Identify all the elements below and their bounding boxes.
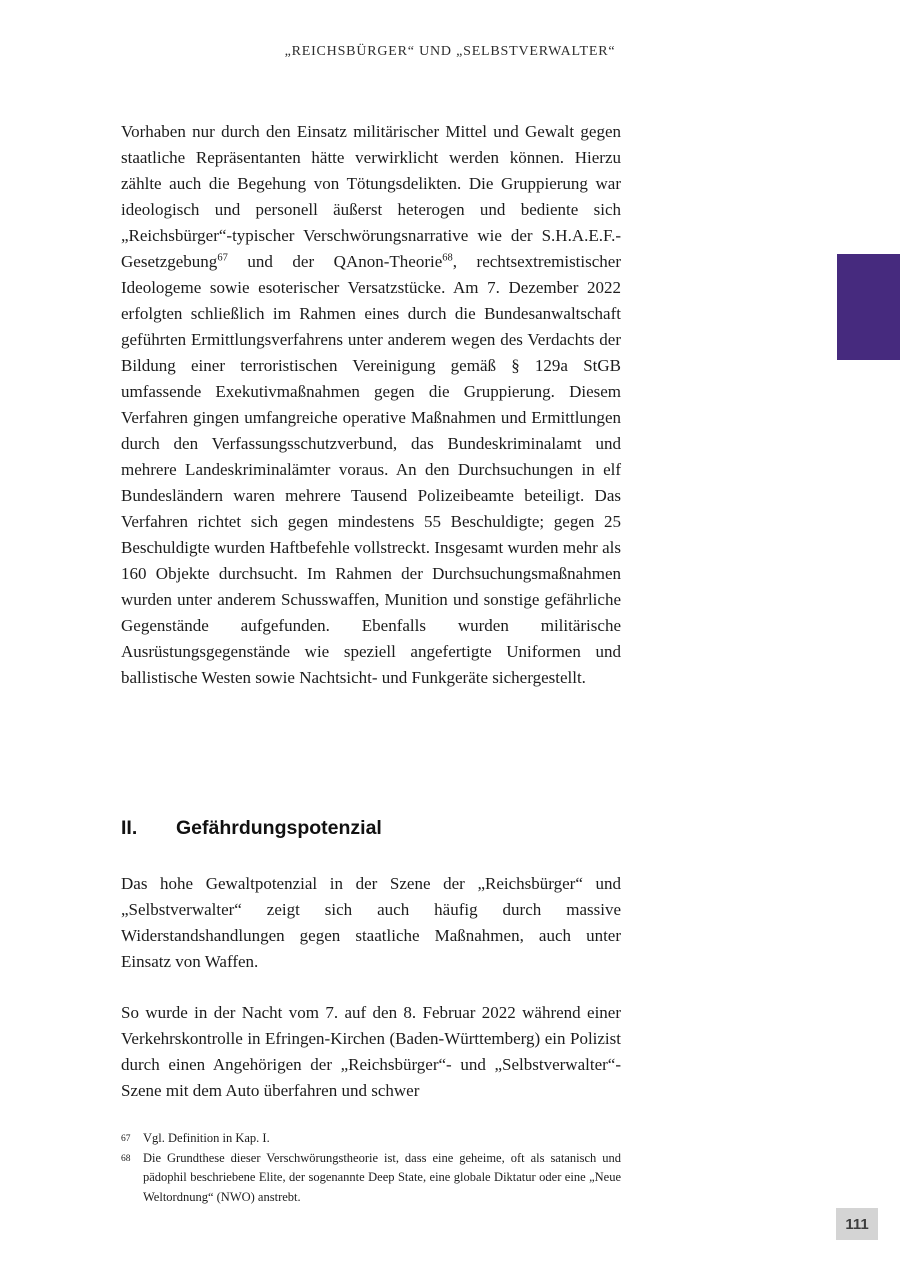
- paragraph-text: Vorhaben nur durch den Einsatz militärischer Mittel und Gewalt gegen staatliche Repräsentanten hätte verwirklicht werden können. Hierzu zählte auch die Begehung von Tötungsdelikten. Die Gruppierung war ideologisch und personell äußerst heterogen und bediente sich „Reichsbürger“-typischer Verschwörungsnarrative wie der S.H.A.E.F.-Gesetzgebung: [121, 122, 621, 271]
- footnote-text: Vgl. Definition in Kap. I.: [143, 1131, 270, 1145]
- footnote: [121, 1149, 621, 1208]
- page-number-badge: [836, 1208, 878, 1240]
- footnote-text: Die Grundthese dieser Verschwörungstheorie ist, dass eine geheime, oft als satanisch und pädophil beschriebene Elite, der sogenannte Deep State, eine globale Diktatur oder eine „Neue Weltordnung“ (NWO) anstrebt.: [143, 1150, 621, 1204]
- section-number: II.: [121, 817, 138, 839]
- footnote: [121, 1129, 621, 1149]
- section-title: Gefährdungspotenzial: [176, 817, 382, 839]
- footnote-number: 68: [121, 1153, 131, 1164]
- footnote-ref-68: 68: [442, 252, 453, 264]
- running-head: „REICHSBÜRGER“ UND „SELBSTVERWALTER“: [284, 44, 616, 59]
- paragraph-text: und der QAnon-Theorie: [227, 252, 443, 271]
- paragraph-text: , rechtsextremistischer Ideologeme sowie esoterischer Versatzstücke. Am 7. Dezember 2022 erfolgten schließlich im Rahmen eines durch die Bundesanwaltschaft geführten Ermittlungsverfahrens unter anderem wegen des Verdachts der Bildung einer terroristischen Vereinigung gemäß § 129a StGB umfassende Exekutivmaßnahmen gegen die Gruppierung. Diesem Verfahren gingen umfangreiche operative Maßnahmen und Ermittlungen durch den Verfassungsschutzverbund, das Bundeskriminalamt und mehrere Landeskriminalämter voraus. An den Durchsuchungen in elf Bundesländern waren mehrere Tausend Polizeibeamte beteiligt. Das Verfahren richtet sich gegen mindestens 55 Beschuldigte; gegen 25 Beschuldigte wurden Haftbefehle vollstreckt. Insgesamt wurden mehr als 160 Objekte durchsucht. Im Rahmen der Durchsuchungsmaßnahmen wurden unter anderem Schusswaffen, Munition und sonstige gefährliche Gegenstände aufgefunden. Ebenfalls wurden militärische Ausrüstungsgegenstände wie speziell angefertigte Uniformen und ballistische Westen sowie Nachtsicht- und Funkgeräte sichergestellt.: [121, 252, 621, 687]
- paragraph: So wurde in der Nacht vom 7. auf den 8. Februar 2022 während einer Verkehrskontrolle in Efringen-Kirchen (Baden-Württemberg) ein Polizist durch einen Angehörigen der „Reichsbürger“- und „Selbstverwalter“-Szene mit dem Auto überfahren und schwer: [121, 1003, 621, 1100]
- footnote-ref-67: 67: [217, 252, 228, 264]
- paragraph: Das hohe Gewaltpotenzial in der Szene der „Reichsbürger“ und „Selbstverwalter“ zeigt sich auch häufig durch massive Widerstandshandlungen gegen staatliche Maßnahmen, auch unter Einsatz von Waffen.: [121, 874, 621, 971]
- section-heading: [121, 817, 621, 840]
- chapter-tab-marker: [837, 254, 900, 360]
- footnotes-section: [121, 1129, 621, 1207]
- footnote-number: 67: [121, 1134, 131, 1144]
- paragraph-continuation: [121, 119, 621, 691]
- page-number: 111: [845, 1215, 869, 1233]
